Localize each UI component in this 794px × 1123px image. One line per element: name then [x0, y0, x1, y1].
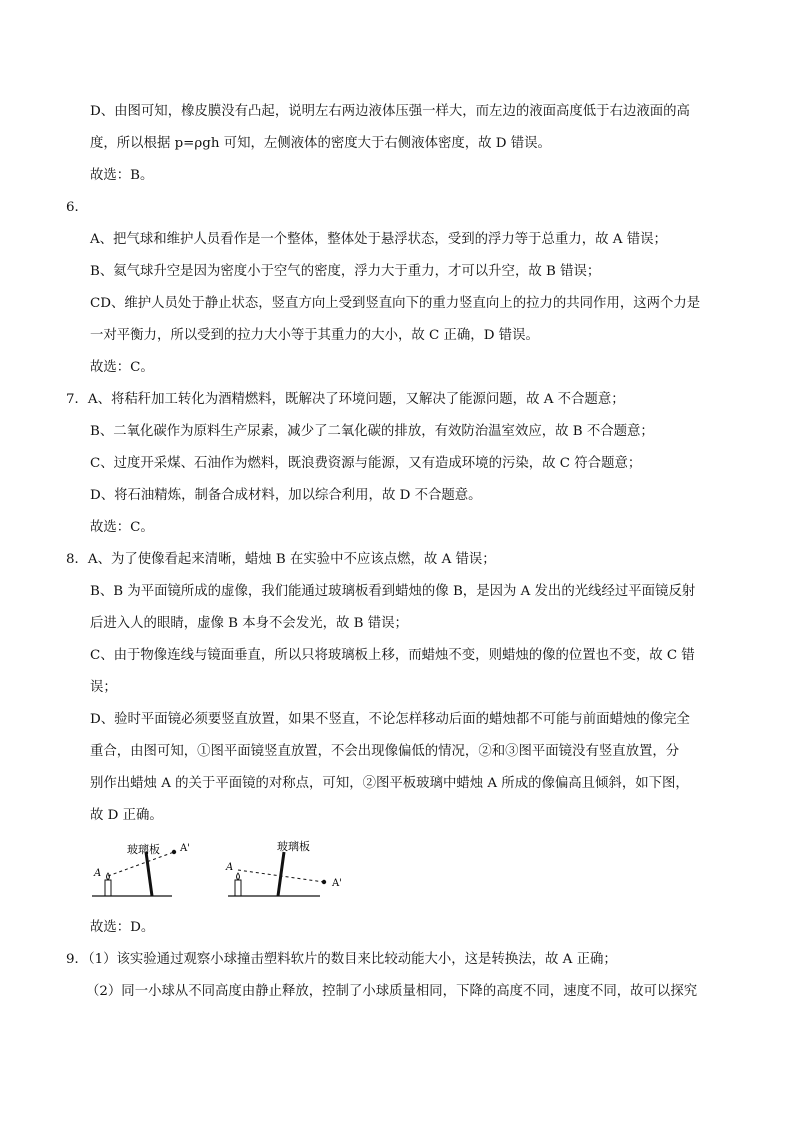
- text-line: 9．（1）该实验通过观察小球撞击塑料软片的数目来比较动能大小，这是转换法，故 A 正确；: [66, 952, 617, 967]
- glass-label: 玻璃板: [127, 843, 160, 856]
- text-line: D、将石油精炼，制备合成材料，加以综合利用，故 D 不合题意。: [90, 488, 482, 503]
- text-line: CD、维护人员处于静止状态，竖直方向上受到竖直向下的重力竖直向上的拉力的共同作用，这两个力是: [90, 296, 701, 311]
- answer-line: 故选：D。: [90, 920, 155, 935]
- image-point: [172, 850, 176, 854]
- figure-right: [225, 839, 342, 896]
- text-line: 重合，由图可知，①图平面镜竖直放置，不会出现像偏低的情况，②和③图平面镜没有竖直放置，分: [90, 744, 680, 759]
- glass-label: 玻璃板: [277, 840, 310, 853]
- glass-plate: [278, 852, 284, 896]
- answer-line: 故选：C。: [90, 360, 154, 375]
- image-label: A': [180, 843, 190, 854]
- text-line: 7．A、将秸秆加工转化为酒精燃料，既解决了环境问题，又解决了能源问题，故 A 不合题意；: [66, 392, 625, 407]
- text-line: B、二氧化碳作为原料生产尿素，减少了二氧化碳的排放，有效防治温室效应，故 B 不合题意；: [90, 424, 654, 439]
- image-point: [322, 880, 326, 884]
- figure-left: [92, 842, 190, 896]
- question-number: 6．: [66, 200, 88, 215]
- glass-plate: [146, 852, 152, 896]
- image-label: A': [332, 878, 342, 889]
- text-line: 故 D 正确。: [90, 808, 163, 823]
- text-line: B、B 为平面镜所成的虚像，我们能通过玻璃板看到蜡烛的像 B，是因为 A 发出的光线经过平面镜反射: [90, 584, 696, 599]
- text-line: A、把气球和维护人员看作是一个整体，整体处于悬浮状态，受到的浮力等于总重力，故 A 错误；: [90, 232, 667, 247]
- answer-line: 故选：B。: [90, 168, 154, 183]
- text-line: 后进入人的眼睛，虚像 B 本身不会发光，故 B 错误；: [90, 616, 408, 631]
- text-line: （2）同一小球从不同高度由静止释放，控制了小球质量相同，下降的高度不同，速度不同，故可以探究: [86, 984, 698, 999]
- candle-icon: [105, 880, 111, 896]
- text-line: D、验时平面镜必须要竖直放置，如果不竖直，不论怎样移动后面的蜡烛都不可能与前面蜡烛的像完全: [90, 712, 690, 727]
- text-line: D、由图可知，橡皮膜没有凸起，说明左右两边液体压强一样大，而左边的液面高度低于右边液面的高: [90, 104, 690, 119]
- candle-icon: [235, 880, 241, 896]
- object-label: A: [226, 862, 234, 873]
- answer-line: 故选：C。: [90, 520, 154, 535]
- text-line: 8．A、为了使像看起来清晰，蜡烛 B 在实验中不应该点燃，故 A 错误；: [66, 552, 496, 567]
- text-line: 度，所以根据 p=ρgh 可知，左侧液体的密度大于右侧液体密度，故 D 错误。: [90, 136, 551, 151]
- flame-icon: [237, 873, 240, 880]
- text-line: C、过度开采煤、石油作为燃料，既浪费资源与能源，又有造成环境的污染，故 C 符合题意；: [90, 456, 642, 471]
- object-label: A: [94, 868, 102, 879]
- flame-icon: [107, 873, 110, 880]
- text-line: 误；: [90, 680, 117, 695]
- text-line: C、由于物像连线与镜面垂直，所以只将玻璃板上移，而蜡烛不变，则蜡烛的像的位置也不变，故 C 错: [90, 648, 695, 663]
- text-line: 别作出蜡烛 A 的关于平面镜的对称点，可知，②图平板玻璃中蜡烛 A 所成的像偏高且倾斜，如下图，: [90, 776, 689, 791]
- text-line: 一对平衡力，所以受到的拉力大小等于其重力的大小，故 C 正确，D 错误。: [90, 328, 539, 343]
- mirror-figure: [88, 830, 368, 910]
- text-line: B、氦气球升空是因为密度小于空气的密度，浮力大于重力，才可以升空，故 B 错误；: [90, 264, 601, 279]
